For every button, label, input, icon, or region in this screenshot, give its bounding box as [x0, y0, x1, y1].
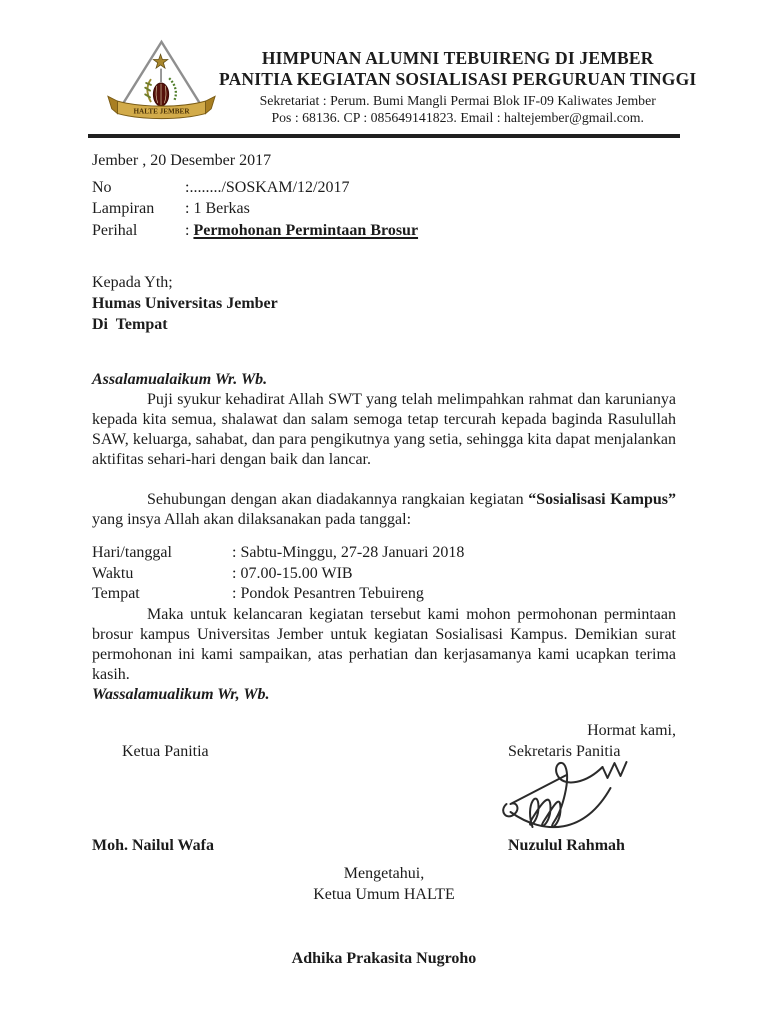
recipient-salutation: Kepada Yth; [92, 274, 173, 291]
name-ketua-panitia: Moh. Nailul Wafa [92, 836, 214, 854]
meta-label-no: No [92, 178, 112, 196]
signature-scribble [490, 754, 640, 838]
signature-area [92, 721, 676, 856]
letterhead [92, 38, 697, 131]
ribbon-left-wing [108, 96, 118, 113]
schedule-row-day [92, 543, 676, 564]
schedule-label-place: Tempat [92, 585, 140, 602]
p2-text-before: Sehubungan dengan akan diadakannya rangkaian kegiatan [147, 491, 529, 508]
recipient-location: Di Tempat [92, 316, 168, 333]
name-ketua-umum: Adhika Prakasita Nugroho [291, 949, 477, 967]
body-paragraph-1: Puji syukur kehadirat Allah SWT yang telah melimpahkan rahmat dan karunianya kepada kita semua, shalawat dan salam semoga tetap tercurah kepada baginda Rasulullah SAW, keluarga, sahabat, dan para pengikutnya yang setia, sehingga kita dapat menjalankan aktifitas sehari-hari dengan baik dan lancar. [92, 391, 676, 468]
letter-meta [92, 177, 676, 242]
signature-canvas [92, 762, 676, 836]
schedule-label-day: Hari/tanggal [92, 544, 172, 561]
schedule-label-time: Waktu [92, 564, 134, 582]
org-name-line1: HIMPUNAN ALUMNI TEBUIRENG DI JEMBER [261, 48, 654, 68]
body-paragraph-3: Maka untuk kelancaran kegiatan tersebut kami mohon permohonan permintaan brosur kampus Universitas Jember untuk kegiatan Sosialisasi Kampus. Demikian surat permohonan ini kami sampaikan, atas perhatian dan kerjasamanya kami ucapkan terima kasih. [92, 605, 676, 683]
honor-line: Hormat kami, [587, 721, 676, 739]
letterhead-divider [88, 134, 680, 138]
acknowledgement-line2: Ketua Umum HALTE [313, 885, 455, 903]
meta-label-perihal: Perihal [92, 221, 138, 239]
meta-value-lampiran: : 1 Berkas [185, 200, 250, 217]
meta-row-no [92, 177, 676, 199]
meta-value-perihal [185, 220, 418, 242]
org-name-line2: PANITIA KEGIATAN SOSIALISASI PERGURUAN TINGGI [219, 69, 697, 89]
p2-event-name: “Sosialisasi Kampus” [528, 491, 677, 508]
schedule-row-time [92, 564, 676, 585]
meta-row-lampiran [92, 198, 676, 220]
letter-date: Jember , 20 Desember 2017 [92, 151, 272, 169]
signature-names-row [92, 836, 676, 856]
event-schedule [92, 543, 676, 605]
org-logo [104, 38, 219, 131]
schedule-value-day: : Sabtu-Minggu, 27-28 Januari 2018 [232, 544, 465, 561]
role-sekretaris-panitia: Sekretaris Panitia [508, 742, 621, 760]
letterhead-text [219, 38, 696, 126]
meta-label-lampiran: Lampiran [92, 200, 155, 217]
meta-value-no: :......../SOSKAM/12/2017 [185, 178, 350, 196]
role-ketua-panitia: Ketua Panitia [122, 742, 209, 760]
recipient-name: Humas Universitas Jember [92, 295, 278, 312]
org-address-line2: Pos : 68136. CP : 085649141823. Email : haltejember@gmail.com. [271, 109, 644, 125]
acknowledgement-line1: Mengetahui, [343, 864, 425, 882]
opening-salam: Assalamualaikum Wr. Wb. [92, 371, 268, 388]
acknowledgement-block [92, 863, 676, 905]
meta-row-perihal [92, 220, 676, 242]
schedule-row-place [92, 584, 676, 605]
body-paragraph-2 [92, 490, 676, 530]
logo-banner-text: HALTE JEMBER [133, 107, 190, 116]
perihal-subject: Permohonan Permintaan Brosur [193, 221, 419, 239]
org-logo-icon [104, 38, 219, 126]
schedule-value-time: : 07.00-15.00 WIB [232, 564, 353, 582]
recipient-block [92, 272, 676, 335]
schedule-value-place: : Pondok Pesantren Tebuireng [232, 585, 424, 602]
ribbon-right-wing [206, 96, 216, 113]
closing-salam: Wassalamualikum Wr, Wb. [92, 685, 270, 703]
org-address-line1: Sekretariat : Perum. Bumi Mangli Permai Blok IF-09 Kaliwates Jember [259, 93, 656, 108]
name-sekretaris-panitia: Nuzulul Rahmah [508, 836, 625, 854]
p2-text-after: yang insya Allah akan dilaksanakan pada tanggal: [92, 511, 412, 528]
perihal-colon: : [185, 221, 194, 239]
